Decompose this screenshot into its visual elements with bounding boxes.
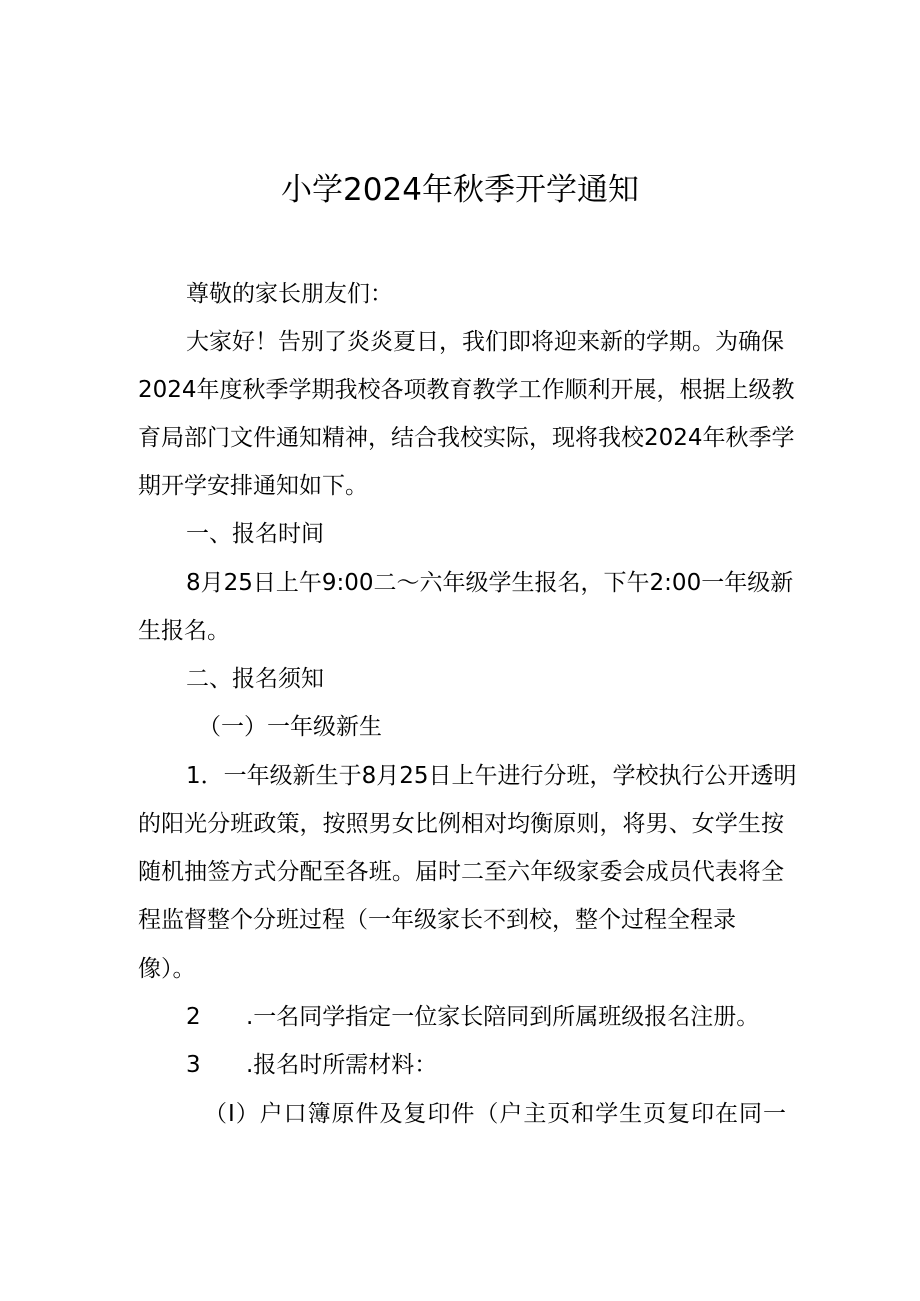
item-1-line-5: 像）。: [138, 956, 196, 982]
intro-line-2: 2024年度秋季学期我校各项教育教学工作顺利开展，根据上级教: [138, 377, 795, 403]
item-2-number: 2: [186, 1004, 201, 1030]
section-heading-registration-notes: 二、报名须知: [186, 666, 324, 692]
material-1-line-1: （I）户口簿原件及复印件（户主页和学生页复印在同一: [204, 1101, 786, 1127]
item-3-text: .报名时所需材料：: [246, 1052, 438, 1078]
item-2-text: .一名同学指定一位家长陪同到所属班级报名注册。: [246, 1004, 760, 1030]
item-3: [186, 1048, 786, 1082]
item-3-number: 3: [186, 1052, 201, 1078]
subsection-grade-one: （一）一年级新生: [198, 714, 382, 740]
item-2: [186, 1000, 786, 1034]
registration-time-line-2: 生报名。: [138, 618, 230, 644]
salutation: 尊敬的家长朋友们：: [186, 281, 393, 307]
item-1-line-4: 程监督整个分班过程（一年级家长不到校，整个过程全程录: [138, 907, 736, 933]
intro-line-3: 育局部门文件通知精神，结合我校实际，现将我校2024年秋季学: [138, 425, 795, 451]
intro-line-1: 大家好！告别了炎炎夏日，我们即将迎来新的学期。为确保: [186, 329, 784, 355]
registration-time-line-1: 8月25日上午9:00二〜六年级学生报名，下午2:00一年级新: [186, 570, 794, 596]
item-1-line-2: 的阳光分班政策，按照男女比例相对均衡原则，将男、女学生按: [138, 811, 784, 837]
intro-line-4: 期开学安排通知如下。: [138, 473, 368, 499]
section-heading-registration-time: 一、报名时间: [186, 521, 324, 547]
page-title: 小学2024年秋季开学通知: [281, 172, 639, 208]
item-1-line-3: 随机抽签方式分配至各班。届时二至六年级家委会成员代表将全: [138, 859, 784, 885]
item-1-line-1: 1．一年级新生于8月25日上午进行分班，学校执行公开透明: [186, 763, 797, 789]
